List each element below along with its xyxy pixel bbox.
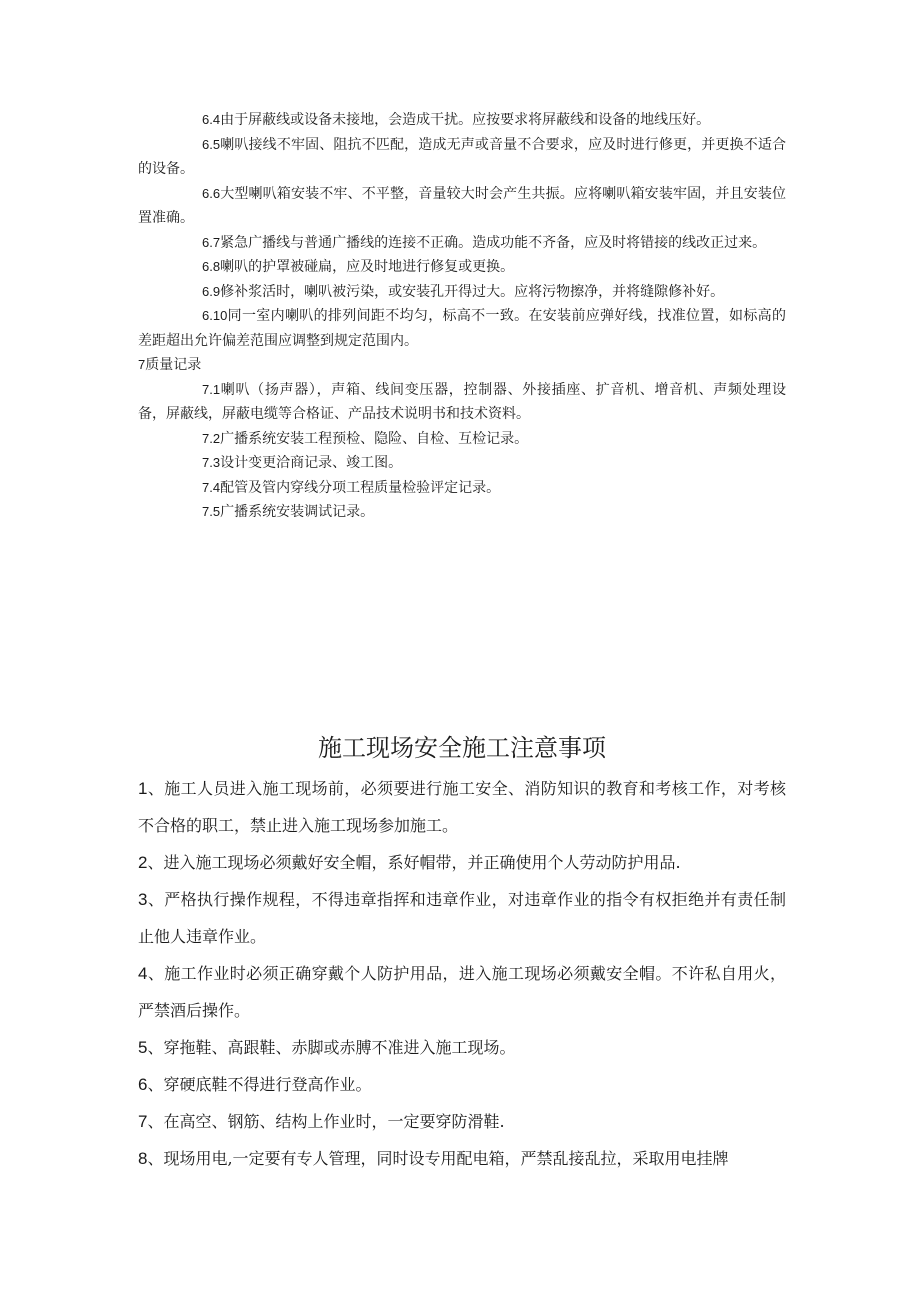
safety-rule-3	[138, 881, 786, 955]
item-text: 同一室内喇叭的排列间距不均匀，标高不一致。在安装前应弹好线，找准位置，如标高的差距超出允许偏差范围应调整到规定范围内。	[138, 308, 786, 349]
list-item-6-10	[138, 304, 786, 353]
item-text: 喇叭（扬声器），声箱、线间变压器，控制器、外接插座、扩音机、增音机、声频处理设备，屏蔽线，屏蔽电缆等合格证、产品技术说明书和技术资料。	[138, 381, 786, 422]
item-number: 7.4	[202, 479, 221, 495]
rule-number: 2	[138, 853, 148, 872]
item-number: 6.8	[202, 259, 221, 274]
safety-section	[138, 728, 786, 1177]
rule-text: 、现场用电,一定要有专人管理，同时设专用配电箱，严禁乱接乱拉，采取用电挂牌	[147, 1149, 729, 1168]
item-number: 6.6	[202, 185, 221, 201]
list-item-7-1	[138, 378, 786, 427]
rule-number: 1	[138, 779, 148, 798]
rule-number: 6	[138, 1075, 148, 1094]
item-text: 大型喇叭箱安装不牢、不平整，音量较大时会产生共振。应将喇叭箱安装牢固，并且安装位置准确。	[138, 185, 786, 226]
page-title: 施工现场安全施工注意事项	[318, 734, 606, 762]
safety-rule-2	[138, 844, 786, 881]
rule-text: 、进入施工现场必须戴好安全帽，系好帽带，并正确使用个人劳动防护用品.	[147, 853, 681, 872]
heading-number: 7	[138, 357, 146, 372]
list-item-6-5	[138, 133, 786, 182]
item-number: 7.3	[202, 455, 221, 470]
safety-rule-6	[138, 1066, 786, 1103]
item-text: 紧急广播线与普通广播线的连接不正确。造成功能不齐备，应及时将错接的线改正过来。	[220, 234, 767, 251]
list-item-7-3	[138, 451, 786, 476]
rule-number: 5	[138, 1038, 148, 1057]
item-number: 6.5	[202, 136, 221, 152]
safety-rule-5	[138, 1029, 786, 1066]
rule-text: 、穿拖鞋、高跟鞋、赤脚或赤膊不准进入施工现场。	[147, 1038, 516, 1057]
safety-rule-1	[138, 770, 786, 844]
section-heading-quality-records	[138, 353, 786, 378]
list-item-6-9	[138, 280, 786, 305]
item-number: 6.10	[202, 308, 228, 323]
section-6-7	[138, 108, 786, 525]
item-number: 7.1	[202, 381, 221, 397]
item-text: 配管及管内穿线分项工程质量检验评定记录。	[220, 479, 501, 496]
list-item-6-8	[138, 255, 786, 280]
rule-text: 、穿硬底鞋不得进行登高作业。	[147, 1075, 372, 1094]
heading-text: 质量记录	[145, 357, 202, 373]
list-item-7-5	[138, 500, 786, 525]
item-text: 修补浆活时，喇叭被污染，或安装孔开得过大。应将污物擦净，并将缝隙修补好。	[220, 283, 725, 300]
item-text: 喇叭的护罩被碰扁，应及时地进行修复或更换。	[220, 259, 515, 275]
safety-rule-8	[138, 1140, 786, 1177]
list-item-6-7	[138, 231, 786, 256]
list-item-6-4	[138, 108, 786, 133]
item-number: 7.5	[202, 504, 221, 519]
item-text: 喇叭接线不牢固、阻抗不匹配，造成无声或音量不合要求，应及时进行修更，并更换不适合的设备。	[138, 136, 786, 177]
item-number: 6.7	[202, 234, 221, 250]
rule-number: 8	[138, 1149, 148, 1168]
item-number: 6.4	[202, 112, 221, 127]
item-text: 设计变更洽商记录、竣工图。	[220, 455, 403, 471]
list-item-7-2	[138, 427, 786, 452]
rule-text: 、施工作业时必须正确穿戴个人防护用品，进入施工现场必须戴安全帽。不许私自用火，严禁酒后操作。	[138, 964, 786, 1020]
item-text: 由于屏蔽线或设备未接地，会造成干扰。应按要求将屏蔽线和设备的地线压好。	[220, 112, 711, 128]
rule-text: 、施工人员进入施工现场前，必须要进行施工安全、消防知识的教育和考核工作，对考核不合格的职工，禁止进入施工现场参加施工。	[138, 779, 786, 835]
rule-text: 、严格执行操作规程，不得违章指挥和违章作业，对违章作业的指令有权拒绝并有责任制止他人违章作业。	[138, 890, 786, 946]
list-item-7-4	[138, 476, 786, 501]
rule-number: 7	[138, 1112, 148, 1131]
item-number: 6.9	[202, 283, 221, 299]
item-number: 7.2	[202, 430, 221, 446]
safety-rule-7	[138, 1103, 786, 1140]
item-text: 广播系统安装工程预检、隐险、自检、互检记录。	[220, 430, 529, 447]
rule-number: 4	[138, 964, 148, 983]
list-item-6-6	[138, 182, 786, 231]
rule-text: 、在高空、钢筋、结构上作业时，一定要穿防滑鞋.	[147, 1112, 505, 1131]
rule-number: 3	[138, 890, 148, 909]
item-text: 广播系统安装调试记录。	[220, 504, 375, 520]
safety-rule-4	[138, 955, 786, 1029]
